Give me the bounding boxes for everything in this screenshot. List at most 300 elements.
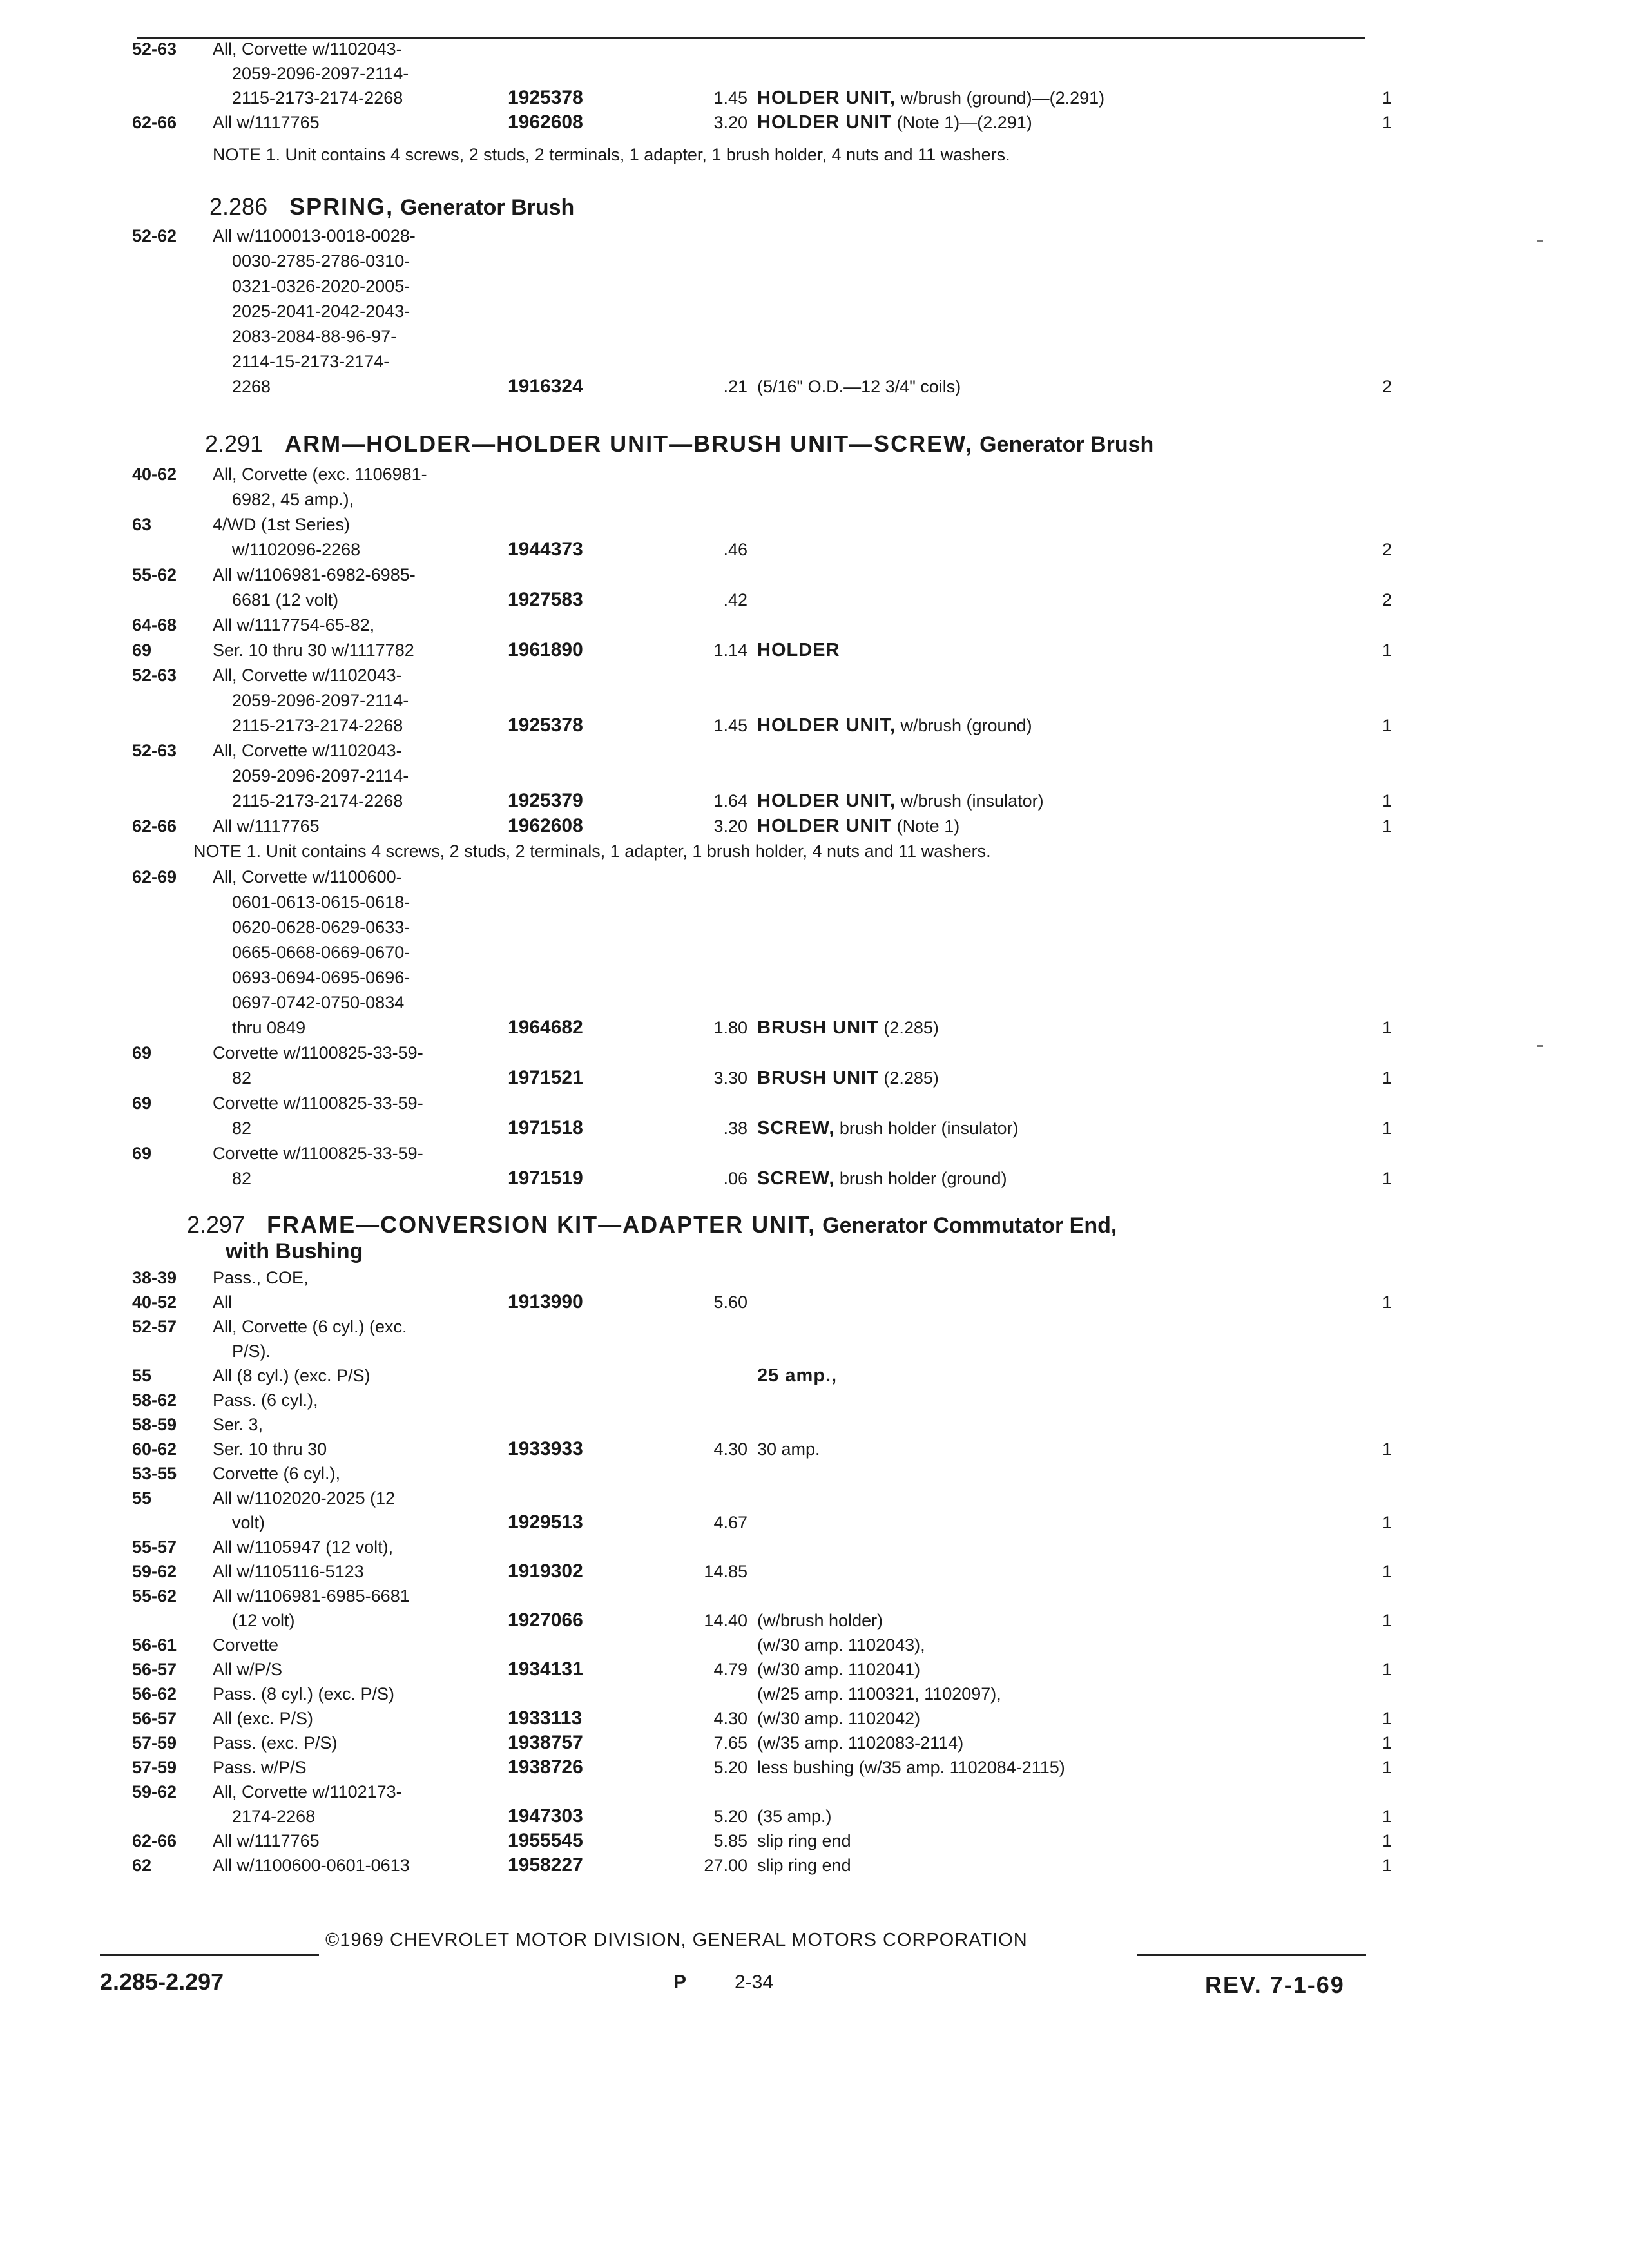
parts-list-row — [0, 1437, 1629, 1461]
model-year: 63 — [132, 515, 152, 534]
description-text: less bushing (w/35 amp. 1102084-2115) — [757, 1758, 1065, 1777]
parts-list-row — [0, 1091, 1629, 1115]
part-number: 1962608 — [508, 815, 583, 836]
quantity: 1 — [1382, 1169, 1392, 1188]
price: 1.64 — [713, 791, 747, 811]
application: 2115-2173-2174-2268 — [232, 88, 403, 108]
price: .21 — [723, 377, 747, 396]
part-number: 1955545 — [508, 1830, 583, 1851]
part-number: 1938757 — [508, 1732, 583, 1753]
quantity: 1 — [1382, 1709, 1392, 1728]
description-text: slip ring end — [757, 1856, 851, 1875]
application: P/S). — [232, 1341, 271, 1361]
model-year: 52-62 — [132, 226, 177, 245]
application: All, Corvette w/1100600- — [213, 867, 402, 887]
application: 0321-0326-2020-2005- — [232, 276, 410, 296]
application: 0620-0628-0629-0633- — [232, 918, 410, 937]
application: w/1102096-2268 — [232, 540, 361, 559]
footer-rule-left — [100, 1954, 319, 1956]
description-bold: HOLDER — [757, 640, 840, 660]
application: All w/1100013-0018-0028- — [213, 226, 416, 245]
parts-list-row — [0, 1731, 1629, 1754]
parts-list-row — [0, 538, 1629, 561]
description-text: (2.285) — [878, 1018, 939, 1037]
application: Corvette (6 cyl.), — [213, 1464, 341, 1483]
application: All — [213, 1293, 233, 1312]
part-number: 1964682 — [508, 1017, 583, 1038]
description-text: (35 amp.) — [757, 1807, 832, 1826]
application: All w/P/S — [213, 1660, 283, 1679]
application: All w/1102020-2025 (12 — [213, 1488, 396, 1508]
price: 5.20 — [713, 1807, 747, 1826]
price: 5.20 — [713, 1758, 747, 1777]
quantity: 1 — [1382, 1856, 1392, 1875]
parts-list-row — [0, 739, 1629, 762]
application: 82 — [232, 1169, 252, 1188]
application: All, Corvette w/1102043- — [213, 666, 402, 685]
description — [757, 1066, 939, 1090]
price: 27.00 — [704, 1856, 747, 1875]
model-year: 64-68 — [132, 615, 177, 635]
section-number: 2.286 — [209, 193, 268, 220]
section-subtitle: Generator Brush — [400, 195, 575, 220]
price: 4.30 — [713, 1439, 747, 1459]
description-text: (5/16" O.D.—12 3/4" coils) — [757, 377, 961, 396]
model-year: 56-57 — [132, 1709, 177, 1728]
application: All w/1117765 — [213, 113, 320, 132]
model-year: 62-66 — [132, 1831, 177, 1850]
quantity: 1 — [1382, 1733, 1392, 1753]
parts-list-row — [0, 1266, 1629, 1289]
application: 0693-0694-0695-0696- — [232, 968, 410, 987]
application: 82 — [232, 1068, 252, 1088]
price: 3.20 — [713, 113, 747, 132]
model-year: 57-59 — [132, 1758, 177, 1777]
price: .06 — [723, 1169, 747, 1188]
parts-list-row — [0, 1854, 1629, 1877]
price: .42 — [723, 590, 747, 610]
application: 2115-2173-2174-2268 — [232, 716, 403, 735]
quantity: 1 — [1382, 1831, 1392, 1850]
parts-list-row — [0, 1462, 1629, 1485]
price: 5.85 — [713, 1831, 747, 1850]
description — [757, 1117, 1019, 1140]
parts-list-row — [0, 563, 1629, 586]
application: All w/1117765 — [213, 1831, 320, 1850]
description-text: (w/30 amp. 1102043), — [757, 1635, 925, 1655]
parts-list-row — [0, 1682, 1629, 1706]
application: Pass. w/P/S — [213, 1758, 307, 1777]
footer-revision: REV. 7-1-69 — [1205, 1972, 1345, 1998]
price: 1.14 — [713, 640, 747, 660]
model-year: 62-66 — [132, 816, 177, 836]
description — [757, 714, 1032, 737]
part-number: 1944373 — [508, 539, 583, 560]
parts-list-row — [0, 1805, 1629, 1828]
description-text: w/brush (ground) — [896, 716, 1032, 735]
model-year: 52-63 — [132, 741, 177, 760]
application: All (exc. P/S) — [213, 1709, 314, 1728]
application: 2174-2268 — [232, 1807, 316, 1826]
section-number: 2.291 — [205, 430, 264, 457]
parts-list-row — [0, 613, 1629, 637]
quantity: 1 — [1382, 1018, 1392, 1037]
description — [757, 1731, 963, 1754]
parts-list-row — [0, 86, 1629, 110]
price: 3.20 — [713, 816, 747, 836]
application: 0665-0668-0669-0670- — [232, 943, 410, 962]
quantity: 1 — [1382, 1807, 1392, 1826]
description — [757, 814, 959, 838]
model-year: 38-39 — [132, 1268, 177, 1287]
model-year: 59-62 — [132, 1562, 177, 1581]
quantity: 1 — [1382, 1758, 1392, 1777]
part-number: 1933113 — [508, 1707, 583, 1729]
application: Ser. 10 thru 30 — [213, 1439, 327, 1459]
application: All, Corvette w/1102043- — [213, 741, 402, 760]
model-year: 52-63 — [132, 666, 177, 685]
quantity: 1 — [1382, 1119, 1392, 1138]
application: 4/WD (1st Series) — [213, 515, 351, 534]
application: 0697-0742-0750-0834 — [232, 993, 405, 1012]
parts-list-row — [0, 1780, 1629, 1803]
description-text: (w/30 amp. 1102042) — [757, 1709, 921, 1728]
model-year: 56-61 — [132, 1635, 177, 1655]
description-text: w/brush (ground)—(2.291) — [896, 88, 1105, 108]
model-year: 55-57 — [132, 1537, 177, 1557]
description-text: (w/35 amp. 1102083-2114) — [757, 1733, 964, 1753]
application: All, Corvette w/1102043- — [213, 39, 402, 59]
model-year: 69 — [132, 1043, 152, 1062]
model-year: 58-62 — [132, 1390, 177, 1410]
parts-list-row — [0, 814, 1629, 838]
quantity: 1 — [1382, 1439, 1392, 1459]
parts-list-row — [0, 1340, 1629, 1363]
model-year: 40-62 — [132, 465, 177, 484]
description — [757, 1633, 925, 1657]
description-bold: BRUSH UNIT — [757, 1068, 879, 1088]
footer-page-number: 2-34 — [735, 1972, 774, 1993]
model-year: 52-57 — [132, 1317, 177, 1336]
part-number: 1916324 — [508, 376, 583, 397]
part-number: 1919302 — [508, 1561, 583, 1582]
parts-list-row — [0, 1560, 1629, 1583]
section-heading-2-297 — [187, 1211, 1117, 1239]
section-caps: FRAME—CONVERSION KIT—ADAPTER UNIT, — [267, 1211, 816, 1238]
description-text: brush holder (ground) — [834, 1169, 1007, 1188]
quantity: 1 — [1382, 113, 1392, 132]
scan-speck — [1537, 240, 1543, 242]
model-year: 58-59 — [132, 1415, 177, 1434]
parts-list-row — [0, 375, 1629, 398]
part-number: 1925379 — [508, 790, 583, 811]
parts-list-row — [0, 966, 1629, 989]
part-number: 1925378 — [508, 715, 583, 736]
price: 14.40 — [704, 1611, 747, 1630]
section-caps: ARM—HOLDER—HOLDER UNIT—BRUSH UNIT—SCREW, — [285, 430, 974, 457]
section-heading-2-286 — [209, 193, 574, 221]
description-bold: HOLDER UNIT, — [757, 88, 896, 108]
parts-list-row — [0, 1584, 1629, 1608]
price: 1.45 — [713, 88, 747, 108]
model-year: 56-62 — [132, 1684, 177, 1704]
parts-list-row — [0, 111, 1629, 134]
part-number: 1962608 — [508, 111, 583, 133]
description-bold: HOLDER UNIT — [757, 112, 892, 133]
model-year: 60-62 — [132, 1439, 177, 1459]
quantity: 1 — [1382, 1293, 1392, 1312]
note-1-top: NOTE 1. Unit contains 4 screws, 2 studs, 2 terminals, 1 adapter, 1 brush holder, 4 nuts and 11 washers. — [213, 145, 1010, 164]
description-text: (2.285) — [878, 1068, 939, 1088]
description — [757, 1756, 1065, 1779]
part-number: 1925378 — [508, 87, 583, 108]
parts-list-row — [0, 916, 1629, 939]
quantity: 1 — [1382, 1068, 1392, 1088]
price: 4.67 — [713, 1513, 747, 1532]
description-bold: HOLDER UNIT, — [757, 715, 896, 736]
description-bold: HOLDER UNIT — [757, 816, 892, 836]
description — [757, 1829, 851, 1852]
parts-list-row — [0, 513, 1629, 536]
quantity: 1 — [1382, 88, 1392, 108]
application: 2114-15-2173-2174- — [232, 352, 390, 371]
application: All, Corvette w/1102173- — [213, 1782, 402, 1802]
parts-list-row — [0, 1142, 1629, 1165]
model-year: 40-52 — [132, 1293, 177, 1312]
application: All w/1106981-6985-6681 — [213, 1586, 410, 1606]
quantity: 1 — [1382, 640, 1392, 660]
model-year: 69 — [132, 1093, 152, 1113]
application: 6982, 45 amp.), — [232, 490, 354, 509]
application: All w/1105116-5123 — [213, 1562, 364, 1581]
parts-list-row — [0, 325, 1629, 348]
model-year: 59-62 — [132, 1782, 177, 1802]
application: 2268 — [232, 377, 271, 396]
description — [757, 1167, 1007, 1190]
price: 3.30 — [713, 1068, 747, 1088]
description-text: w/brush (insulator) — [896, 791, 1044, 811]
section-caps: SPRING, — [289, 193, 394, 220]
parts-list-row — [0, 1633, 1629, 1657]
description-bold: HOLDER UNIT, — [757, 791, 896, 811]
parts-list-row — [0, 463, 1629, 486]
application: Pass. (6 cyl.), — [213, 1390, 318, 1410]
parts-list-row — [0, 1066, 1629, 1090]
price: 4.30 — [713, 1709, 747, 1728]
application: All w/1105947 (12 volt), — [213, 1537, 394, 1557]
application: All w/1117754-65-82, — [213, 615, 375, 635]
application: All (8 cyl.) (exc. P/S) — [213, 1366, 371, 1385]
description-bold: BRUSH UNIT — [757, 1017, 879, 1038]
part-number: 1927583 — [508, 589, 583, 610]
description-bold: SCREW, — [757, 1168, 835, 1189]
price: 4.79 — [713, 1660, 747, 1679]
price: 14.85 — [704, 1562, 747, 1581]
description — [757, 1658, 920, 1681]
quantity: 2 — [1382, 590, 1392, 610]
description — [757, 1437, 820, 1461]
application: Corvette w/1100825-33-59- — [213, 1043, 423, 1062]
description — [757, 1854, 851, 1877]
description-text: (w/brush holder) — [757, 1611, 883, 1630]
application: 0030-2785-2786-0310- — [232, 251, 410, 271]
model-year: 55-62 — [132, 565, 177, 584]
price: .46 — [723, 540, 747, 559]
application: All, Corvette (exc. 1106981- — [213, 465, 427, 484]
quantity: 1 — [1382, 1611, 1392, 1630]
price: 1.45 — [713, 716, 747, 735]
description — [757, 1016, 939, 1039]
parts-list-row — [0, 1389, 1629, 1412]
parts-list-row — [0, 1511, 1629, 1534]
application: volt) — [232, 1513, 265, 1532]
application: Corvette — [213, 1635, 279, 1655]
quantity: 2 — [1382, 377, 1392, 396]
part-number: 1927066 — [508, 1610, 583, 1631]
model-year: 62-69 — [132, 867, 177, 887]
part-number: 1913990 — [508, 1291, 583, 1312]
part-number: 1971519 — [508, 1168, 583, 1189]
application: 2059-2096-2097-2114- — [232, 766, 409, 785]
part-number: 1971521 — [508, 1067, 583, 1088]
application: 2083-2084-88-96-97- — [232, 327, 397, 346]
model-year: 56-57 — [132, 1660, 177, 1679]
parts-list-row — [0, 764, 1629, 787]
part-number: 1934131 — [508, 1658, 583, 1680]
price: 7.65 — [713, 1733, 747, 1753]
application: Ser. 10 thru 30 w/1117782 — [213, 640, 414, 660]
application: 2059-2096-2097-2114- — [232, 691, 409, 710]
quantity: 1 — [1382, 1660, 1392, 1679]
model-year: 55-62 — [132, 1586, 177, 1606]
section-subtitle-line2 — [226, 1237, 363, 1265]
application: 0601-0613-0615-0618- — [232, 892, 410, 912]
description-bold: SCREW, — [757, 1118, 835, 1139]
parts-list-row — [0, 1486, 1629, 1510]
parts-list-row — [0, 62, 1629, 85]
quantity: 2 — [1382, 540, 1392, 559]
application: Pass. (8 cyl.) (exc. P/S) — [213, 1684, 395, 1704]
parts-list-row — [0, 1707, 1629, 1730]
application: 6681 (12 volt) — [232, 590, 339, 610]
part-number: 1947303 — [508, 1805, 583, 1827]
quantity: 1 — [1382, 1562, 1392, 1581]
model-year: 62-66 — [132, 113, 177, 132]
price: .38 — [723, 1119, 747, 1138]
quantity: 1 — [1382, 816, 1392, 836]
parts-list-row — [0, 1829, 1629, 1852]
description — [757, 111, 1032, 134]
model-year: 69 — [132, 640, 152, 660]
description — [757, 1609, 883, 1632]
parts-list-row — [0, 1658, 1629, 1681]
application: 2115-2173-2174-2268 — [232, 791, 403, 811]
section-subtitle: Generator Commutator End, — [822, 1213, 1117, 1238]
parts-list-row — [0, 488, 1629, 511]
parts-list-row — [0, 639, 1629, 662]
application: Ser. 3, — [213, 1415, 264, 1434]
parts-list-row — [0, 1756, 1629, 1779]
model-year: 62 — [132, 1856, 152, 1875]
note-1-2-291: NOTE 1. Unit contains 4 screws, 2 studs, 2 terminals, 1 adapter, 1 brush holder, 4 nuts and 11 washers. — [193, 841, 991, 861]
footer-copyright: ©1969 CHEVROLET MOTOR DIVISION, GENERAL MOTORS CORPORATION — [325, 1930, 1028, 1950]
quantity: 1 — [1382, 791, 1392, 811]
description-text: (w/25 amp. 1100321, 1102097), — [757, 1684, 1001, 1704]
section-heading-2-291 — [205, 430, 1153, 458]
description — [757, 375, 961, 398]
model-year: 52-63 — [132, 39, 177, 59]
parts-list-row — [0, 588, 1629, 611]
application: Corvette w/1100825-33-59- — [213, 1144, 423, 1163]
application: 82 — [232, 1119, 252, 1138]
parts-list-row — [0, 714, 1629, 737]
scan-speck — [1537, 1045, 1543, 1047]
application: 2025-2041-2042-2043- — [232, 302, 410, 321]
description-bold: 25 amp., — [757, 1365, 838, 1386]
description — [757, 1805, 832, 1828]
footer-section-range: 2.285-2.297 — [100, 1968, 224, 1995]
parts-list-row — [0, 1315, 1629, 1338]
part-number: 1938726 — [508, 1756, 583, 1778]
part-number: 1958227 — [508, 1854, 583, 1876]
description — [757, 86, 1104, 110]
parts-list-row — [0, 865, 1629, 889]
part-number: 1961890 — [508, 639, 583, 660]
parts-list-row — [0, 1609, 1629, 1632]
price: 5.60 — [713, 1293, 747, 1312]
application: Pass. (exc. P/S) — [213, 1733, 338, 1753]
parts-list-row — [0, 1364, 1629, 1387]
application: 2059-2096-2097-2114- — [232, 64, 409, 83]
description-text: slip ring end — [757, 1831, 851, 1850]
application: thru 0849 — [232, 1018, 306, 1037]
parts-list-row — [0, 689, 1629, 712]
model-year: 69 — [132, 1144, 152, 1163]
parts-list-row — [0, 274, 1629, 298]
application: All, Corvette (6 cyl.) (exc. — [213, 1317, 407, 1336]
application: All w/1106981-6982-6985- — [213, 565, 416, 584]
description — [757, 1707, 920, 1730]
quantity: 1 — [1382, 1513, 1392, 1532]
footer-page-letter: P — [673, 1972, 687, 1993]
description — [757, 1682, 1001, 1706]
parts-list-row — [0, 941, 1629, 964]
parts-list-row — [0, 1535, 1629, 1559]
parts-list-row — [0, 1291, 1629, 1314]
description-text: (Note 1) — [892, 816, 960, 836]
parts-list-row — [0, 300, 1629, 323]
price: 1.80 — [713, 1018, 747, 1037]
description — [757, 1364, 837, 1387]
section-subtitle: Generator Brush — [979, 432, 1154, 457]
parts-list-row — [0, 1167, 1629, 1190]
description-text: 30 amp. — [757, 1439, 820, 1459]
application: Pass., COE, — [213, 1268, 309, 1287]
application: (12 volt) — [232, 1611, 295, 1630]
application: Corvette w/1100825-33-59- — [213, 1093, 423, 1113]
parts-list-row — [0, 350, 1629, 373]
parts-list-row — [0, 1117, 1629, 1140]
model-year: 55 — [132, 1366, 152, 1385]
description — [757, 789, 1044, 812]
parts-list-row — [0, 1413, 1629, 1436]
parts-list-row — [0, 664, 1629, 687]
part-number: 1933933 — [508, 1438, 583, 1459]
parts-list-row — [0, 37, 1629, 61]
model-year: 55 — [132, 1488, 152, 1508]
description-text: (w/30 amp. 1102041) — [757, 1660, 921, 1679]
parts-list-row — [0, 224, 1629, 247]
